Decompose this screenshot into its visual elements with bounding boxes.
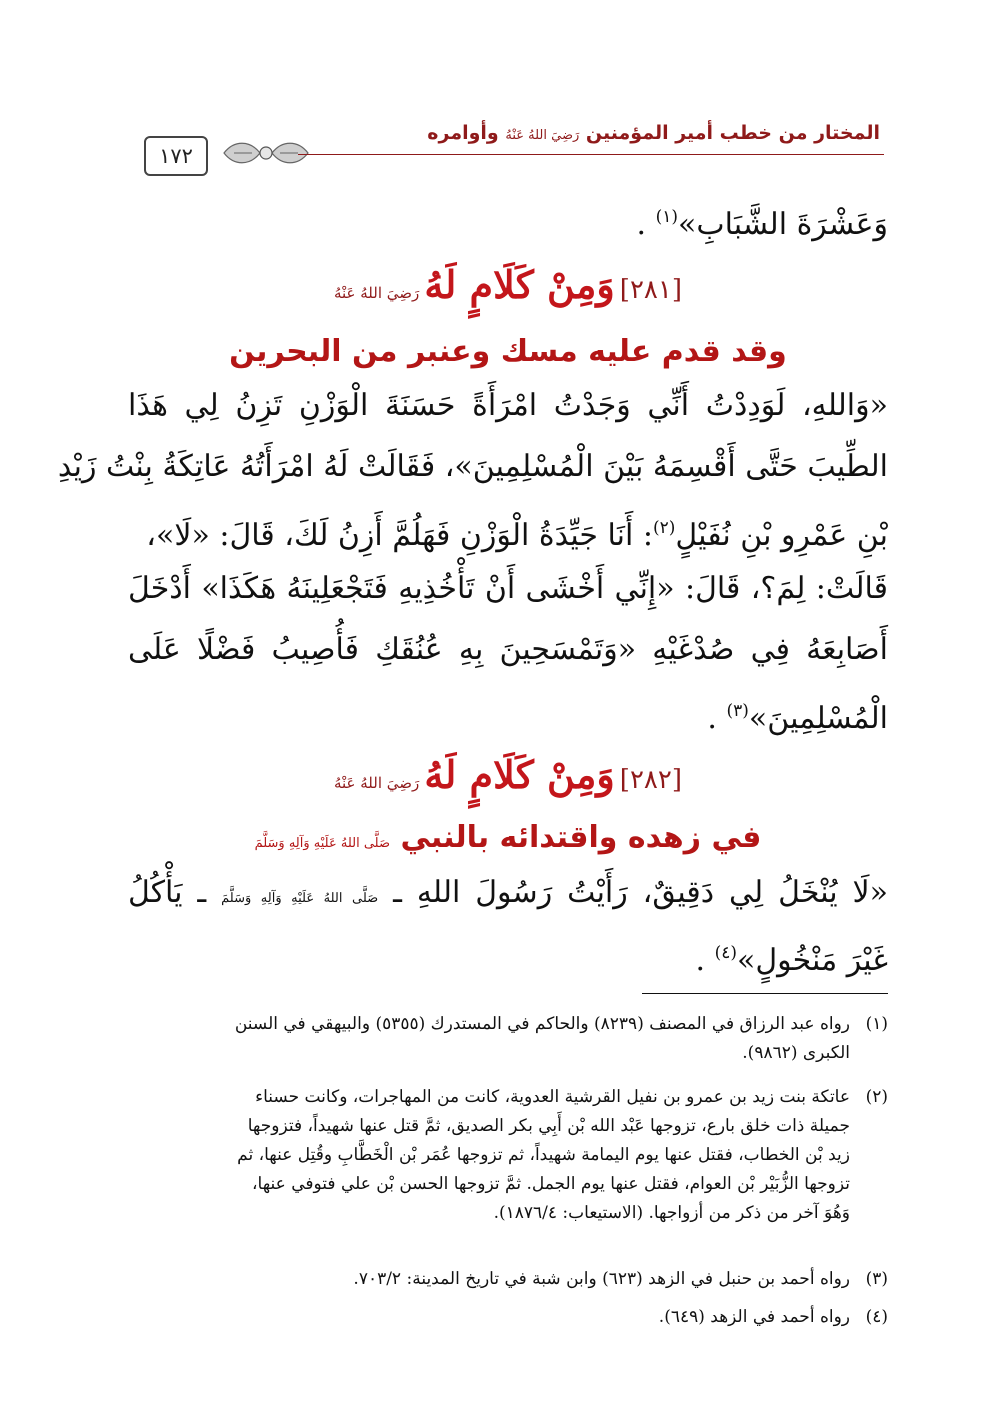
continuation-line: وَعَشْرَةَ الشَّبَابِ»$^{(١)}$ .: [636, 207, 888, 242]
header-rule: [298, 154, 884, 155]
footnote-separator: [642, 993, 888, 994]
page-number: ١٧٢: [144, 136, 208, 176]
section-heading-282: [٢٨٢] وَمِنْ كَلَامٍ لَهُ رَضِيَ اللهُ عَنْهُ: [333, 752, 683, 797]
header-honorific: رَضِيَ اللهُ عَنْهُ: [505, 128, 580, 143]
footnote-2: (٢)عاتكة بنت زيد بن عمرو بن نفيل القرشية العدوية، كانت من المهاجرات، وكانت حسناء جميلة ذات خلق بارع، تزوجها عَبْد الله بْن أَبِي بكر الصديق، ثمَّ قتل عنها شهيداً، فتزوجها زيد بْن الخطاب، فقتل عنها يوم اليمامة شهيداً، ثم تزوجها عُمَر بْن الْخَطَّابِ وقُتِل عنها، ثم تزوجها الزُّبَيْر بْن العوام، فقتل عنها يوم الجمل. ثمَّ تزوجها الحسن بْن علي فتوفي عنها، وَهُوَ آخر من ذكر من أزواجها. (الاستيعاب: ١٨٧٦/٤).: [237, 1087, 888, 1223]
footnote-3: (٣)رواه أحمد بن حنبل في الزهد (٦٢٣) وابن شبة في تاريخ المدينة: ٧٠٣/٢.: [353, 1269, 888, 1289]
text-line: غَيْرَ مَنْخُولٍ»$^{(٤)}$ .: [695, 943, 888, 978]
footnote-ref-1: (١): [655, 207, 678, 227]
text-line: بْنِ عَمْرِو بْنِ نُفَيْلٍ$^{(٢)}$: أَنَا جَيِّدَةُ الْوَزْنِ فَهَلُمَّ أَزِنُ لَكَ، قَالَ: «لَا»،: [146, 518, 888, 553]
footnote-4: (٤)رواه أحمد في الزهد (٦٤٩).: [658, 1307, 888, 1327]
section-subheading-282: في زهده واقتدائه بالنبي صَلَّى اللهُ عَلَيْهِ وَآلِهِ وَسَلَّمَ: [254, 820, 762, 855]
page-header: [128, 118, 888, 188]
section-subheading-281: وقد قدم عليه مسك وعنبر من البحرين: [229, 334, 787, 369]
footnote-ref-4: (٤): [714, 943, 738, 963]
footnote-ref-2: (٢): [653, 518, 676, 538]
text-line: «لَا يُنْخَلُ لِي دَقِيقٌ، رَأَيْتُ رَسُولَ اللهِ ـ صَلَّى اللهُ عَلَيْهِ وَآلِهِ وَسَلَّمَ ـ يَأْكُلُ: [128, 875, 889, 910]
section-heading-281: [٢٨١] وَمِنْ كَلَامٍ لَهُ رَضِيَ اللهُ عَنْهُ: [333, 262, 683, 307]
footnote-ref-3: (٣): [726, 701, 749, 721]
text-line: قَالَتْ: لِمَ؟، قَالَ: «إِنِّي أَخْشَى أَنْ تَأْخُذِيهِ فَتَجْعَلِينَهُ هَكَذَا» أَدْخَلَ: [128, 571, 888, 606]
text-line: أَصَابِعَهُ فِي صُدْغَيْهِ «وَتَمْسَحِينَ بِهِ عُنُقَكِ فَأُصِيبُ فَضْلًا عَلَى: [128, 632, 888, 667]
text-line: «وَاللهِ، لَوَدِدْتُ أَنِّي وَجَدْتُ امْرَأَةً حَسَنَةَ الْوَزْنِ تَزِنُ لِي هَذَا: [128, 388, 888, 423]
running-title: المختار من خطب أمير المؤمنين رَضِيَ اللهُ عَنْهُ وأوامره: [427, 122, 880, 144]
ornament-icon: [220, 136, 312, 170]
text-line: الطِّيبَ حَتَّى أَقْسِمَهُ بَيْنَ الْمُسْلِمِينَ»، فَقَالَتْ لَهُ امْرَأَتُهُ عَاتِكَةُ بِنْتُ زَيْدِ: [57, 449, 888, 484]
footnote-1: (١)رواه عبد الرزاق في المصنف (٨٢٣٩) والحاكم في المستدرك (٥٣٥٥) والبيهقي في السنن الكبرى (٩٨٦٢).: [234, 1014, 888, 1063]
prophet-honorific: صَلَّى اللهُ عَلَيْهِ وَآلِهِ وَسَلَّمَ: [254, 836, 391, 851]
text-line: الْمُسْلِمِينَ»$^{(٣)}$ .: [707, 701, 888, 736]
